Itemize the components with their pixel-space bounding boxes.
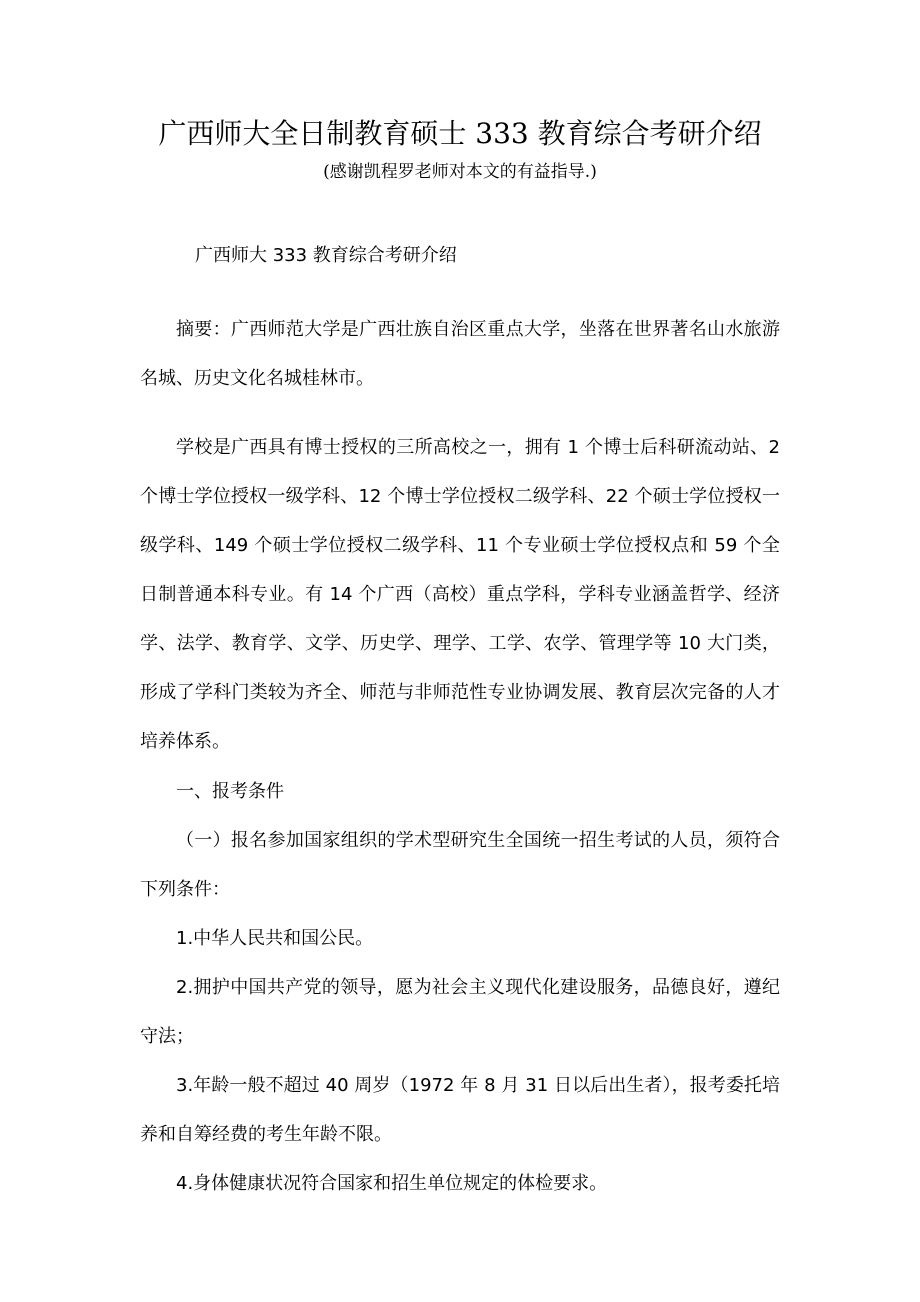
list-item: 1.中华人民共和国公民。 xyxy=(176,928,374,949)
abstract-paragraph: 摘要：广西师范大学是广西壮族自治区重点大学，坐落在世界著名山水旅游名城、历史文化名城桂林市。 xyxy=(140,319,780,389)
document-subtitle: (感谢凯程罗老师对本文的有益指导.) xyxy=(323,162,597,182)
list-item: 3.年龄一般不超过 40 周岁（1972 年 8 月 31 日以后出生者），报考委托培养和自筹经费的考生年龄不限。 xyxy=(140,1075,780,1145)
section-heading: 广西师大 333 教育综合考研介绍 xyxy=(195,245,457,266)
list-item: 4.身体健康状况符合国家和招生单位规定的体检要求。 xyxy=(176,1173,608,1194)
school-intro-paragraph: 学校是广西具有博士授权的三所高校之一，拥有 1 个博士后科研流动站、2 个博士学位授权一级学科、12 个博士学位授权二级学科、22 个硕士学位授权一级学科、149 个硕士学位授权二级学科、11 个专业硕士学位授权点和 59 个全日制普通本科专业。有 14 个广西（高校）重点学科，学科专业涵盖哲学、经济学、法学、教育学、文学、历史学、理学、工学、农学、管理学等 10 大门类，形成了学科门类较为齐全、师范与非师范性专业协调发展、教育层次完备的人才培养体系。 xyxy=(140,437,780,752)
list-item: 2.拥护中国共产党的领导，愿为社会主义现代化建设服务，品德良好，遵纪守法； xyxy=(140,977,780,1047)
document-title: 广西师大全日制教育硕士 333 教育综合考研介绍 xyxy=(158,117,762,150)
condition-paragraph: （一）报名参加国家组织的学术型研究生全国统一招生考试的人员，须符合下列条件： xyxy=(140,830,780,900)
section-title: 一、报考条件 xyxy=(176,781,284,802)
